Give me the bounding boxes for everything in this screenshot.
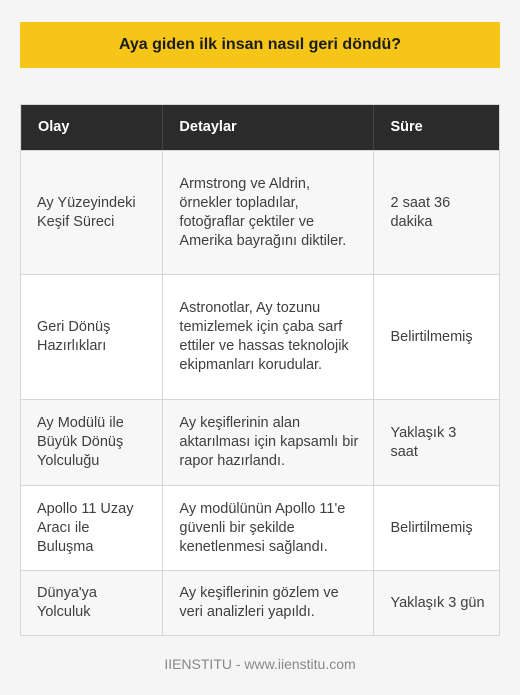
event-cell: Ay Yüzeyindeki Keşif Süreci [37, 194, 136, 230]
event-cell: Ay Modülü ile Büyük Dönüş Yolculuğu [37, 415, 124, 469]
duration-cell: Belirtilmemiş [373, 275, 499, 399]
column-header-details: Detaylar [162, 105, 373, 150]
details-cell: Ay keşiflerinin gözlem ve veri analizleri yapıldı. [162, 571, 373, 635]
details-cell: Astronotlar, Ay tozunu temizlemek için çaba sarf ettiler ve hassas teknolojik ekipmanları korudular. [162, 275, 373, 399]
duration-cell: Yaklaşık 3 saat [373, 400, 499, 485]
duration-cell: 2 saat 36 dakika [373, 151, 499, 274]
table-header [21, 105, 499, 150]
table-row [21, 274, 499, 399]
duration-cell: Belirtilmemiş [373, 486, 499, 570]
footer-credit: IIENSTITU - www.iienstitu.com [164, 656, 356, 672]
table-row [21, 399, 499, 485]
details-cell: Ay modülünün Apollo 11'e güvenli bir şekilde kenetlenmesi sağlandı. [162, 486, 373, 570]
table-row [21, 570, 499, 635]
table-row [21, 150, 499, 274]
details-cell: Ay keşiflerinin alan aktarılması için kapsamlı bir rapor hazırlandı. [162, 400, 373, 485]
duration-cell: Yaklaşık 3 gün [373, 571, 499, 635]
page-title: Aya giden ilk insan nasıl geri döndü? [20, 22, 500, 68]
column-header-duration: Süre [373, 105, 499, 150]
event-cell: Apollo 11 Uzay Aracı ile Buluşma [37, 500, 134, 555]
table-row [21, 485, 499, 570]
column-header-event: Olay [21, 105, 162, 150]
event-cell: Dünya'ya Yolculuk [37, 585, 97, 620]
events-table [20, 104, 500, 636]
event-cell: Geri Dönüş Hazırlıkları [37, 319, 111, 354]
details-cell: Armstrong ve Aldrin, örnekler topladılar, fotoğraflar çektiler ve Amerika bayrağını diktiler. [162, 151, 373, 274]
